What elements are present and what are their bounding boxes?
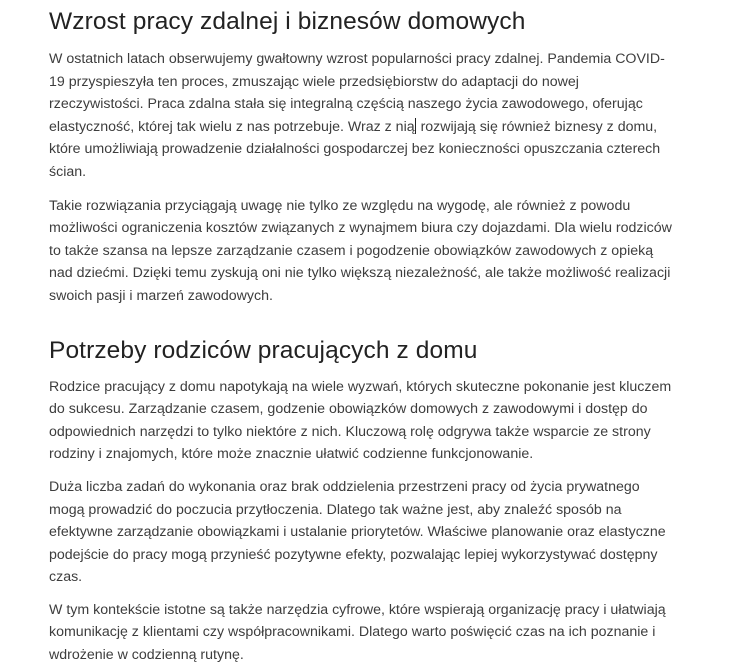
paragraph[interactable]: W tym kontekście istotne są także narzędzia cyfrowe, które wspierają organizację pracy i ułatwiają komunikację z klientami czy współpracownikami. Dlatego warto poświęcić czas na ich poznanie i wdrożenie w codzienną rutynę. (49, 601, 666, 664)
document-editor[interactable] (49, 0, 674, 667)
paragraph[interactable]: Takie rozwiązania przyciągają uwagę nie tylko ze względu na wygodę, ale również z powodu możliwości ograniczenia kosztów związanych z wynajmem biura czy dojazdami. Dla wielu rodziców to także szansa na lepsze zarządzanie czasem i pogodzenie obowiązków zawodowych z opieką nad dziećmi. Dzięki temu zyskują oni nie tylko większą niezależność, ale także możliwość realizacji swoich pasji i marzeń zawodowych. (49, 197, 672, 304)
paragraph[interactable] (49, 48, 674, 184)
paragraph-text[interactable]: rozwijają się również biznesy z domu, które umożliwiają prowadzenie działalności gospodarczej bez konieczności opuszczania czterech ścian. (49, 118, 661, 180)
paragraph[interactable]: Duża liczba zadań do wykonania oraz brak oddzielenia przestrzeni pracy od życia prywatnego mogą prowadzić do poczucia przytłoczenia. Dlatego tak ważne jest, aby znaleźć sposób na efektywne zarządzanie obowiązkami i ustalanie priorytetów. Właściwe planowanie oraz elastyczne podejście do pracy mogą przynieść pozytywne efekty, pozwalając lepiej wykorzystywać dostępny czas. (49, 478, 666, 586)
section-heading[interactable]: Wzrost pracy zdalnej i biznesów domowych (49, 8, 526, 35)
section-heading[interactable]: Potrzeby rodziców pracujących z domu (49, 336, 478, 364)
paragraph[interactable]: Rodzice pracujący z domu napotykają na wiele wyzwań, których skuteczne pokonanie jest kluczem do sukcesu. Zarządzanie czasem, godzenie obowiązków domowych z zawodowymi i dostęp do odpowiednich narzędzi to tylko niektóre z nich. Kluczową rolę odgrywa także wsparcie ze strony rodziny i znajomych, które może znacznie ułatwić codzienne funkcjonowanie. (49, 378, 672, 463)
paragraph-text[interactable]: W ostatnich latach obserwujemy gwałtowny wzrost popularności pracy zdalnej. Pandemia COVID-19 przyspieszyła ten proces, zmuszając wiele przedsiębiorstw do adaptacji do nowej rzeczywistości. Praca zdalna stała się integralną częścią naszego życia zawodowego, oferując elastyczność, której tak wielu z nas potrzebuje. Wraz z nią (49, 51, 665, 135)
